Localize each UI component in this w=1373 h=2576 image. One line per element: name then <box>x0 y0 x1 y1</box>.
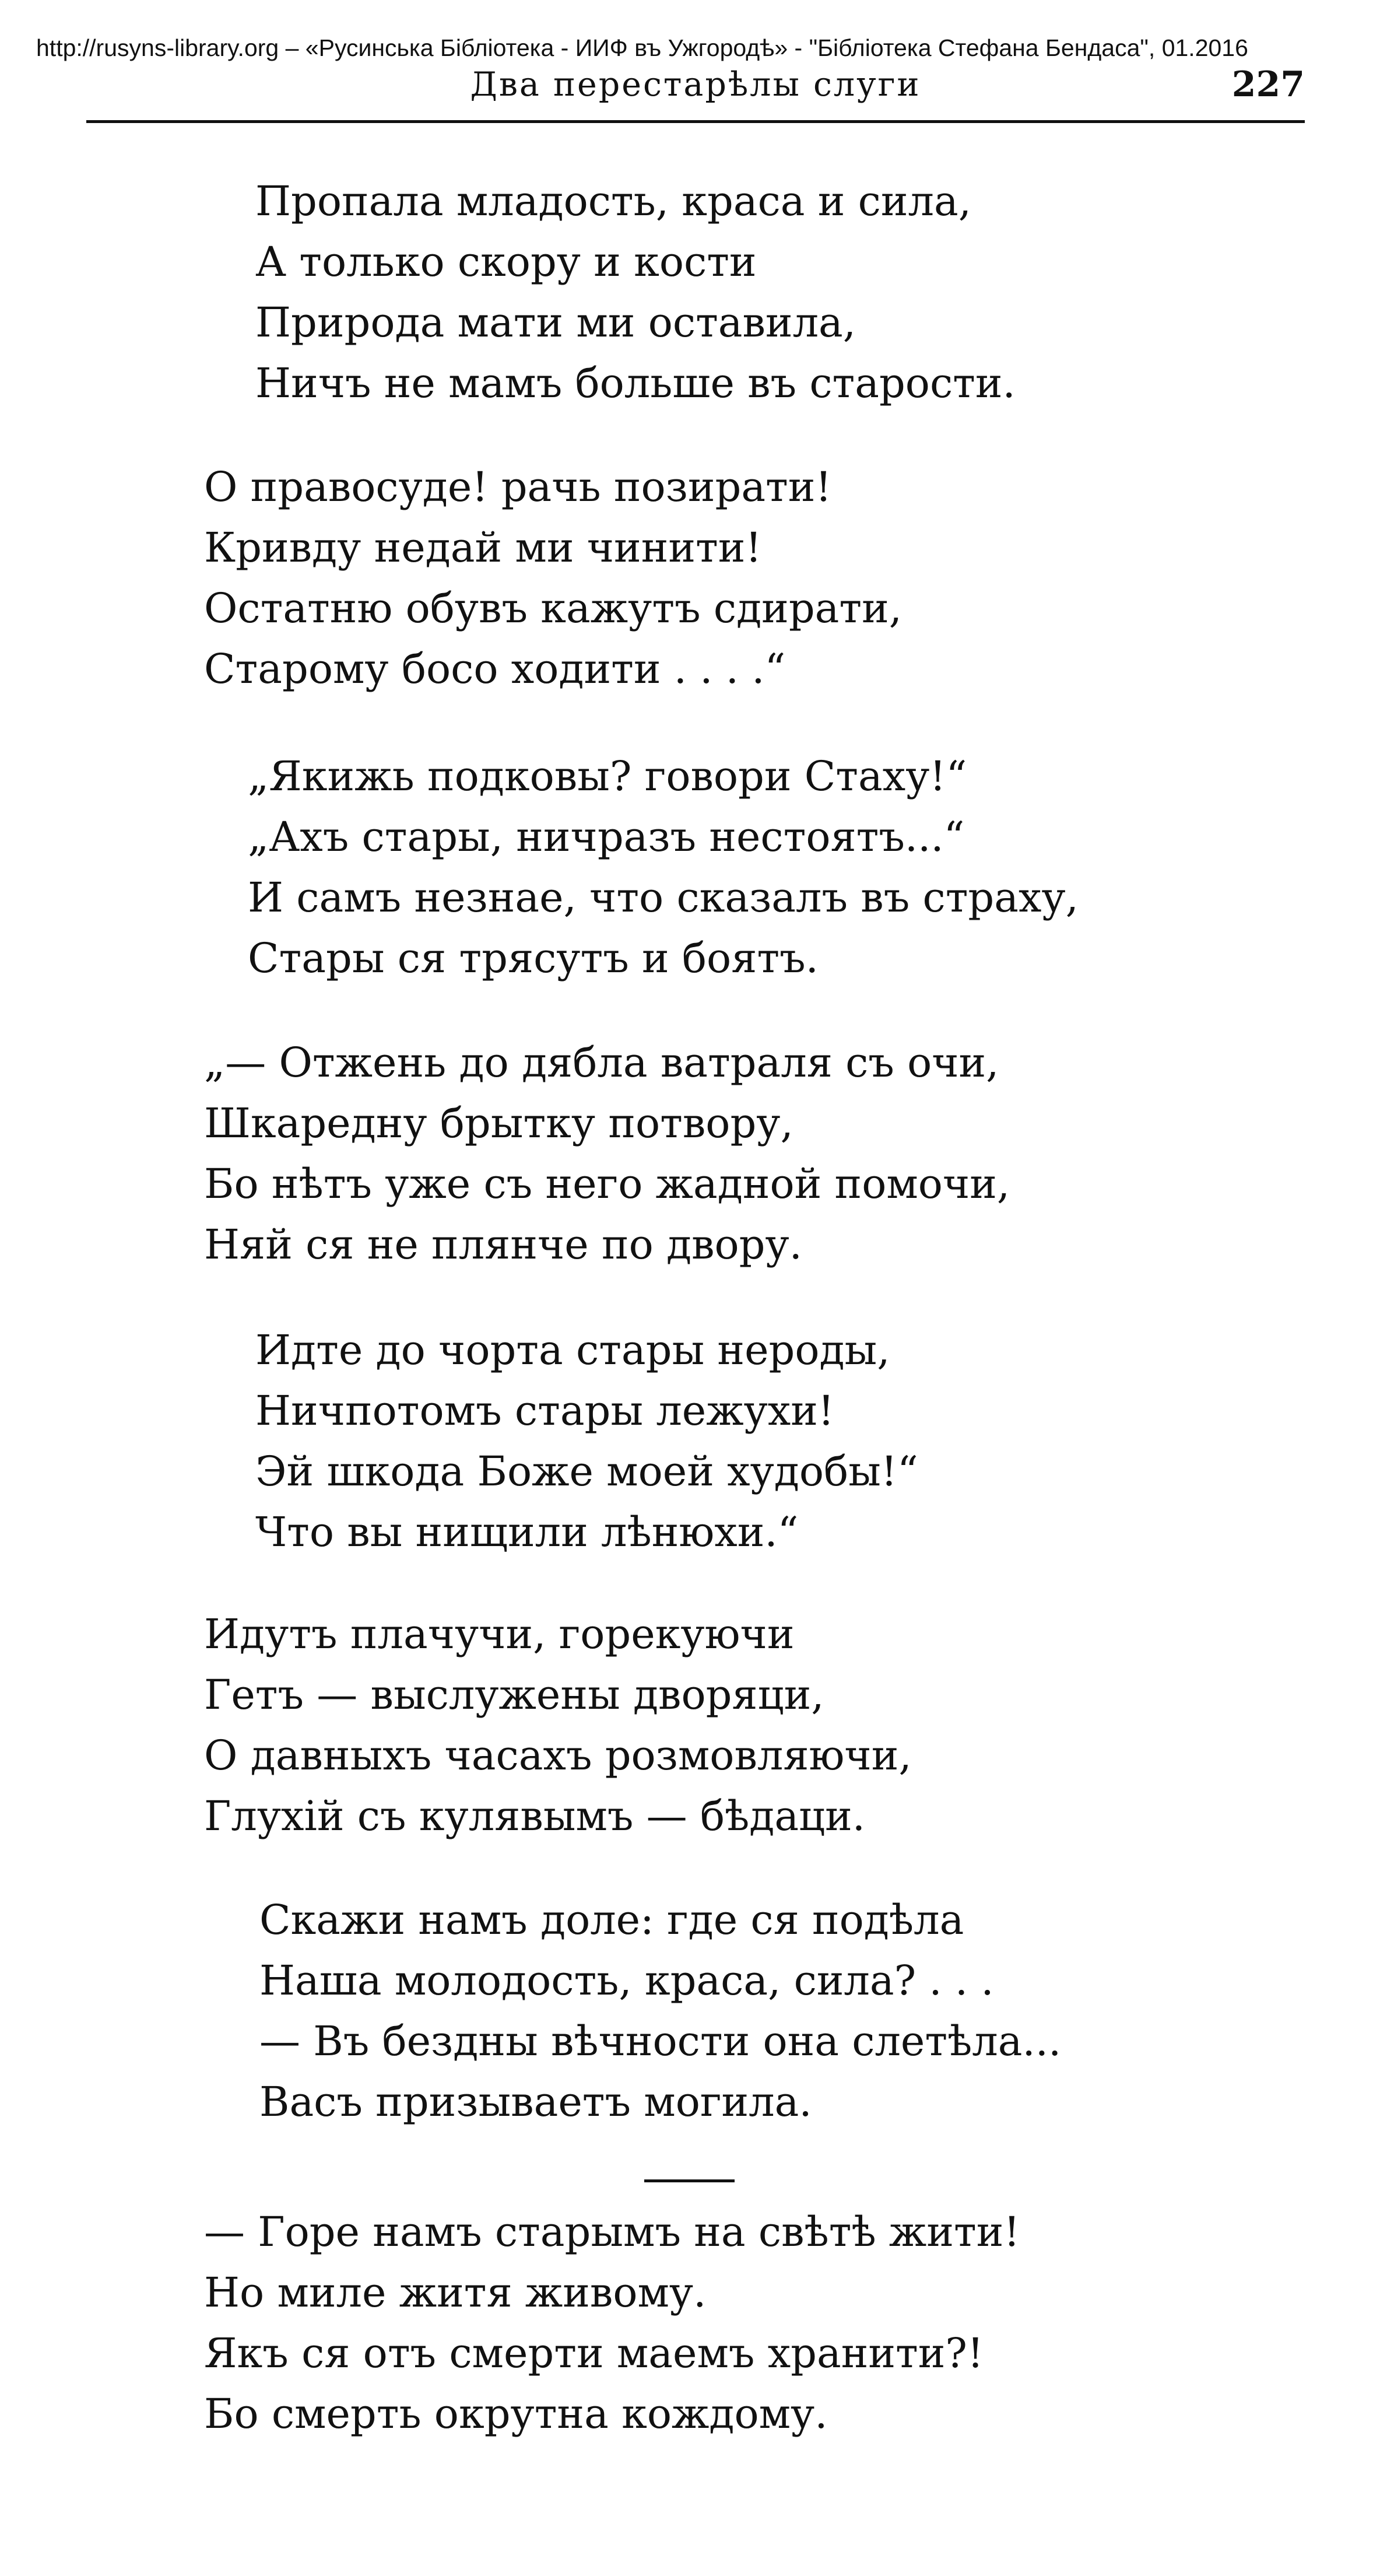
source-attribution: http://rusyns-library.org – «Русинська Бібліотека - ИИФ въ Ужгородѣ» - "Бібліотека Стефана Бендаса", 01.2016 <box>36 34 1248 61</box>
verse-line: А только скору и кости <box>255 238 757 286</box>
stanza-7 <box>259 1890 1061 2132</box>
verse-line: Природа мати ми оставила, <box>255 299 856 346</box>
verse-line: Бо смерть окрутна кождому. <box>204 2390 828 2438</box>
verse-line: Эй шкода Боже моей худобы!“ <box>255 1448 918 1495</box>
stanza-5 <box>255 1320 918 1562</box>
verse-line: Ничъ не мамъ больше въ старости. <box>255 359 1016 407</box>
verse-line: О правосуде! рачь позирати! <box>204 463 832 511</box>
verse-line: О давныхъ часахъ розмовляючи, <box>204 1732 912 1779</box>
verse-line: „Якижь подковы? говори Стаху!“ <box>248 752 967 800</box>
stanza-1 <box>255 171 1016 413</box>
verse-line: Шкаредну брытку потвору, <box>204 1099 793 1147</box>
verse-line: Бо нѣтъ уже съ него жадной помочи, <box>204 1160 1010 1208</box>
verse-line: „Ахъ стары, ничразъ нестоятъ...“ <box>248 813 965 861</box>
verse-line: Стары ся трясутъ и боятъ. <box>248 934 819 982</box>
verse-line: Глухій съ кулявымъ — бѣдаци. <box>204 1792 866 1840</box>
stanza-2 <box>204 457 902 699</box>
stanza-4 <box>204 1032 1010 1275</box>
verse-line: Что вы нищили лѣнюхи.“ <box>255 1508 799 1556</box>
verse-line: Гетъ — выслужены дворяци, <box>204 1671 824 1719</box>
verse-line: Идутъ плачучи, горекуючи <box>204 1610 795 1658</box>
running-head <box>86 58 1305 105</box>
verse-line: Идте до чорта стары нероды, <box>255 1326 890 1374</box>
verse-line: „— Отжень до дябла ватраля съ очи, <box>204 1039 999 1087</box>
verse-line: Ничпотомъ стары лежухи! <box>255 1387 835 1435</box>
verse-line: — Въ бездны вѣчности она слетѣла... <box>259 2017 1062 2065</box>
verse-line: Васъ призываетъ могила. <box>259 2078 812 2126</box>
verse-line: Пропала младость, краса и сила, <box>255 177 971 225</box>
header-rule <box>86 120 1305 123</box>
verse-line: Кривду недай ми чинити! <box>204 524 762 572</box>
verse-line: Но миле житя живому. <box>204 2269 707 2316</box>
stanza-3 <box>248 746 1079 989</box>
verse-line: Няй ся не плянче по двору. <box>204 1221 802 1268</box>
section-divider <box>644 2179 735 2182</box>
verse-line: Старому босо ходити . . . .“ <box>204 645 786 693</box>
verse-line: Остатню обувъ кажутъ сдирати, <box>204 584 903 632</box>
verse-line: — Горе намъ старымъ на свѣтѣ жити! <box>204 2208 1020 2256</box>
stanza-8 <box>204 2202 1020 2444</box>
stanza-6 <box>204 1604 912 1846</box>
verse-line: Наша молодость, краса, сила? . . . <box>259 1957 994 2004</box>
verse-line: Скажи намъ доле: где ся подѣла <box>259 1896 964 1944</box>
verse-line: Якъ ся отъ смерти маемъ хранити?! <box>204 2329 984 2377</box>
verse-line: И самъ незнае, что сказалъ въ страху, <box>248 874 1079 921</box>
running-title: Два перестарѣлы слуги <box>470 65 921 104</box>
page-number: 227 <box>1231 64 1305 105</box>
